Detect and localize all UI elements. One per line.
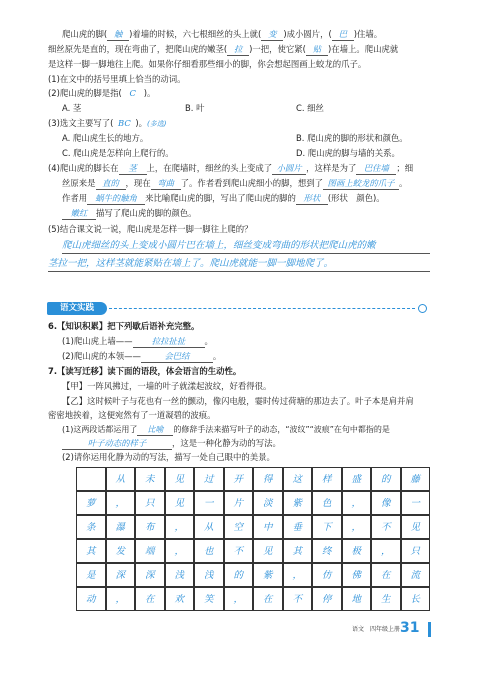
q4-answer-stem: 茎 (119, 163, 147, 175)
q4-text: (4)爬山虎的脚长在 (48, 163, 119, 173)
answer-pull: 拉 (227, 44, 249, 56)
grid-cell[interactable]: 见 (165, 491, 195, 515)
question-1: (1)在文中的括号里填上恰当的动词。 (48, 74, 186, 84)
grid-cell[interactable]: 终 (312, 539, 342, 563)
grid-cell[interactable]: ， (342, 515, 372, 539)
grid-cell[interactable]: 端 (135, 539, 165, 563)
question-7-title: 7.【读写迁移】读下面的语段，体会语言的生动性。 (48, 366, 242, 376)
grid-cell[interactable]: 地 (342, 587, 372, 611)
grid-cell[interactable]: 过 (194, 467, 224, 491)
grid-cell[interactable]: ， (106, 587, 136, 611)
grid-cell[interactable]: 动 (76, 587, 106, 611)
intro-text: 爬山虎的脚( (62, 29, 108, 39)
question-2 (48, 88, 155, 99)
passage-yi-line-2: 密密地挨着，这便宛然有了一道凝碧的波痕。 (48, 410, 216, 420)
q4-text: 丝原来是 (62, 178, 96, 188)
grid-cell[interactable]: 藤 (401, 467, 431, 491)
q7-1-text: (1)这两段话都运用了 (62, 425, 138, 434)
q2-option-a: A. 茎 (62, 103, 82, 113)
grid-cell[interactable]: 也 (194, 539, 224, 563)
intro-line-3: 是这样一脚一脚地往上爬。如果你仔细看那些细小的脚，你会想起图画上蛟龙的爪子。 (48, 59, 367, 69)
q4-text: 来比喻爬山虎的脚，写出了爬山虎的脚的 (145, 193, 296, 203)
q2-option-c: C. 细丝 (296, 103, 324, 113)
q4-answer-straight: 直的 (96, 178, 126, 190)
q4-answer-grip: 巴住墙 (356, 163, 396, 175)
grid-cell[interactable]: 停 (312, 587, 342, 611)
grid-cell[interactable]: 浅 (194, 563, 224, 587)
q3-prefix: (3)选文主要写了( (48, 118, 114, 128)
grid-cell[interactable]: 不 (224, 539, 254, 563)
section-title: 语文实践 (47, 302, 107, 315)
grid-cell[interactable]: 垂 (283, 515, 313, 539)
q4-answer-disc: 小圆片 (272, 163, 306, 175)
passage-yi-line-1: 【乙】这时候叶子与花也有一丝的颤动，像闪电般，霎时传过荷塘的那边去了。叶子本是肩并肩 (62, 396, 414, 406)
q5-answer-line-1: 爬山虎细丝的头上变成小圆片巴在墙上，细丝变成弯曲的形状把爬山虎的嫩 (62, 239, 430, 254)
q2-prefix: (2)爬山虎的脚是指( (48, 88, 122, 98)
grid-cell[interactable]: 从 (106, 467, 136, 491)
intro-text: 细丝原先是直的，现在弯曲了，把爬山虎的嫩茎( (48, 44, 228, 54)
q4-text: (形状 颜色)。 (327, 193, 385, 203)
q3-option-b: B. 爬山虎的脚的形状和颜色。 (296, 133, 408, 143)
q6a-answer: 拉拉扯扯 (133, 336, 205, 348)
grid-cell[interactable] (76, 467, 106, 491)
intro-text: )住墙。 (353, 29, 383, 39)
multi-select-tag: (多选) (147, 120, 167, 128)
grid-cell[interactable]: 条 (76, 515, 106, 539)
grid-cell[interactable]: 一 (401, 491, 431, 515)
q2-suffix: )。 (143, 88, 156, 98)
q6a-suffix: 。 (204, 336, 213, 346)
grid-cell[interactable]: 盛 (342, 467, 372, 491)
q4-answer-shape: 形状 (296, 193, 328, 205)
q4-text: 。 (399, 178, 408, 188)
q7-1-answer-leaf-motion: 叶子动态的样子 (62, 438, 172, 450)
grid-cell[interactable]: 流 (401, 563, 431, 587)
q3-answer: BC (118, 118, 131, 128)
q4-text: ，现在 (125, 178, 151, 188)
grid-cell[interactable]: 布 (135, 515, 165, 539)
grid-cell[interactable]: 一 (194, 491, 224, 515)
grid-cell[interactable]: ， (165, 539, 195, 563)
question-5: (5)结合课文说一说，爬山虎是怎样一脚一脚往上爬的？ (48, 224, 253, 234)
grid-cell[interactable]: 的 (224, 563, 254, 587)
grid-cell[interactable]: 不 (283, 587, 313, 611)
grid-cell[interactable]: 瀑 (106, 515, 136, 539)
question-3 (48, 118, 167, 130)
q5-answer-line-2: 茎拉一把，这样茎就能紧贴在墙上了。爬山虎就能一脚一脚地爬了。 (48, 257, 430, 272)
grid-cell[interactable]: 笑 (194, 587, 224, 611)
question-7-1-continued (62, 438, 281, 450)
grid-cell[interactable]: 未 (135, 467, 165, 491)
intro-line-2 (48, 44, 398, 56)
q4-text: 上，在爬墙时，细丝的头上变成了 (146, 163, 273, 173)
q7-1-text: 的修辞手法来描写叶子的动态，“波纹”“波痕”在句中都指的是 (173, 425, 390, 434)
question-7-2: (2)请你运用化静为动的写法，描写一处自己眼中的美景。 (62, 452, 275, 462)
q3-option-c: C. 爬山虎是怎样向上爬行的。 (62, 148, 174, 158)
intro-text: )着墙的时候，六七根细丝的头上就( (129, 29, 262, 39)
grid-cell[interactable]: 见 (401, 515, 431, 539)
intro-line-1 (62, 29, 382, 41)
question-4-line-4 (62, 208, 197, 220)
q3-suffix: )。 (135, 118, 148, 128)
grid-cell[interactable]: 生 (371, 587, 401, 611)
grid-cell[interactable]: 得 (253, 467, 283, 491)
question-6-title: 6.【知识积累】把下列歇后语补充完整。 (48, 321, 200, 331)
q3-option-d: D. 爬山虎的脚与墙的关系。 (296, 148, 400, 158)
answer-change: 变 (261, 29, 283, 41)
answer-grip: 巴 (332, 29, 354, 41)
grid-cell[interactable]: ， (371, 539, 401, 563)
q6b-prefix: (2)爬山虎的本领—— (62, 351, 141, 361)
grid-cell[interactable]: 见 (253, 539, 283, 563)
grid-cell[interactable]: 深 (135, 563, 165, 587)
page-footer (0, 620, 480, 640)
grid-cell[interactable]: 中 (253, 515, 283, 539)
grid-cell[interactable]: 见 (165, 467, 195, 491)
question-6-a (62, 336, 213, 348)
grid-cell[interactable]: ， (165, 515, 195, 539)
grid-cell[interactable]: 浅 (165, 563, 195, 587)
q2-answer: C (129, 88, 136, 98)
grid-cell[interactable]: 从 (194, 515, 224, 539)
q7-1-text: ，这是一种化静为动的写法。 (172, 438, 281, 448)
grid-cell[interactable]: 萝 (76, 491, 106, 515)
grid-cell[interactable]: 开 (224, 467, 254, 491)
banner-dashed-rule (109, 308, 415, 309)
grid-cell[interactable]: 只 (135, 491, 165, 515)
grid-cell[interactable]: 是 (76, 563, 106, 587)
section-banner (47, 302, 427, 315)
grid-cell[interactable]: 像 (371, 491, 401, 515)
intro-text: )成小圆片，( (283, 29, 332, 39)
grid-cell[interactable]: 紫 (253, 563, 283, 587)
q4-text: 作者用 (62, 193, 88, 203)
grid-cell[interactable]: 色 (312, 491, 342, 515)
grid-cell[interactable]: 其 (76, 539, 106, 563)
grid-cell[interactable]: 长 (401, 587, 431, 611)
grid-cell[interactable]: ， (106, 491, 136, 515)
grid-cell[interactable]: 在 (135, 587, 165, 611)
grid-cell[interactable]: 这 (283, 467, 313, 491)
q4-text: ；细 (396, 163, 414, 173)
q3-option-a: A. 爬山虎生长的地方。 (62, 133, 149, 143)
grid-cell[interactable]: 佛 (342, 563, 372, 587)
grid-cell[interactable]: 不 (371, 515, 401, 539)
footer-subject: 语文 四年级上册 (352, 626, 401, 633)
answer-stick: 贴 (306, 44, 328, 56)
grid-cell[interactable]: 下 (312, 515, 342, 539)
q4-text: 描写了爬山虎的脚的颜色。 (96, 208, 197, 218)
question-4-line-3 (62, 193, 385, 205)
grid-cell[interactable]: 在 (371, 563, 401, 587)
grid-cell[interactable]: 发 (106, 539, 136, 563)
footer-bar (428, 622, 431, 637)
q4-text: 了。作者看到爬山虎细小的脚，想到了 (180, 178, 323, 188)
grid-cell[interactable]: ， (224, 587, 254, 611)
answer-touch: 触 (107, 29, 129, 41)
q4-answer-antenna: 蜗牛的触角 (87, 193, 145, 205)
grid-cell[interactable]: 仿 (312, 563, 342, 587)
q7-1-answer-metaphor: 比喻 (137, 424, 173, 436)
q4-text: ，这样是为了 (306, 163, 357, 173)
grid-cell[interactable]: 其 (283, 539, 313, 563)
grid-cell[interactable]: 的 (371, 467, 401, 491)
grid-cell[interactable]: 淡 (253, 491, 283, 515)
grid-cell[interactable]: 片 (224, 491, 254, 515)
grid-cell[interactable]: 空 (224, 515, 254, 539)
question-4-line-1 (48, 163, 413, 175)
grid-cell[interactable]: 在 (253, 587, 283, 611)
q2-option-b: B. 叶 (185, 103, 205, 113)
q6a-prefix: (1)爬山虎上墙—— (62, 336, 133, 346)
grid-cell[interactable]: 极 (342, 539, 372, 563)
banner-circle-icon (418, 304, 427, 313)
grid-cell[interactable]: ， (342, 491, 372, 515)
grid-cell[interactable]: 欢 (165, 587, 195, 611)
grid-cell[interactable]: 样 (312, 467, 342, 491)
q4-answer-bent: 弯曲 (151, 178, 181, 190)
question-7-1 (62, 424, 390, 436)
grid-cell[interactable]: 紫 (283, 491, 313, 515)
grid-cell[interactable]: 深 (106, 563, 136, 587)
page-number: 31 (400, 620, 420, 636)
question-4-line-2 (62, 178, 407, 190)
grid-cell[interactable]: 只 (401, 539, 431, 563)
intro-text: )在墙上。爬山虎就 (327, 44, 399, 54)
intro-text: )一把，使它紧( (249, 44, 306, 54)
passage-jia: 【甲】一阵风拂过，一墙的叶子就漾起波纹，好看得很。 (62, 381, 272, 391)
q4-answer-tender-red: 嫩红 (62, 208, 96, 220)
q6b-suffix: 。 (212, 351, 222, 361)
q6b-answer: 会巴结 (141, 351, 213, 363)
grid-cell[interactable]: ， (283, 563, 313, 587)
question-6-b (62, 351, 221, 363)
q4-answer-dragon: 图画上蛟龙的爪子 (323, 178, 399, 190)
